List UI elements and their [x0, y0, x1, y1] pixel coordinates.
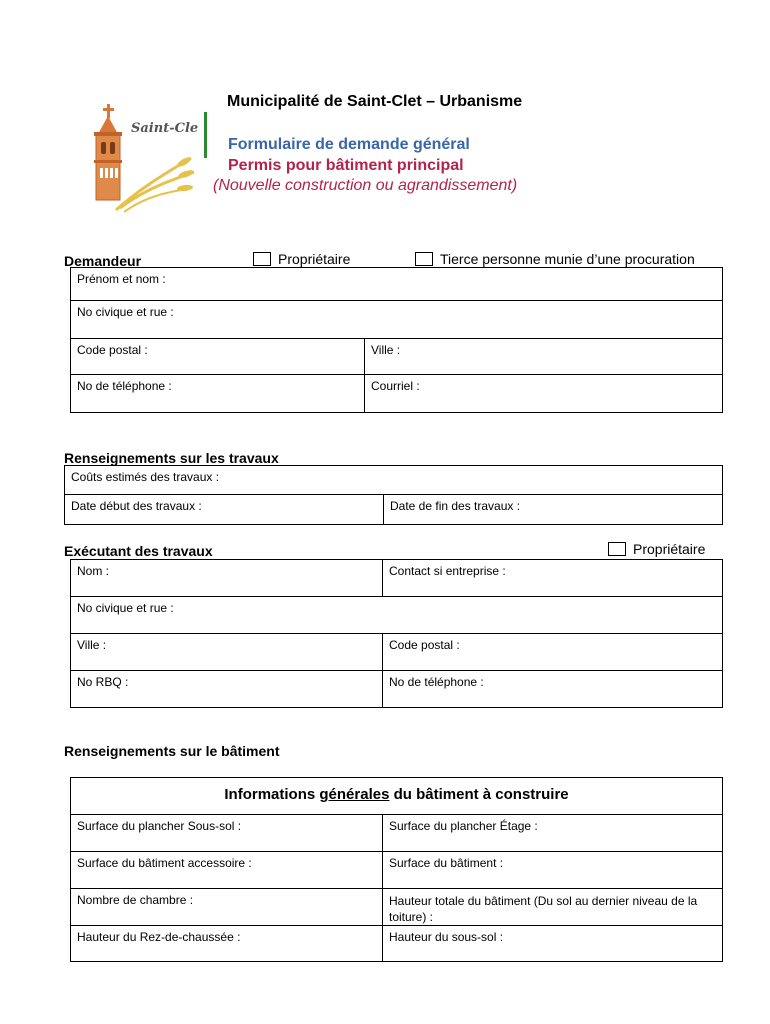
city-field[interactable]: Ville : [365, 339, 723, 375]
batiment-table-heading [71, 778, 723, 815]
executant-phone-field[interactable]: No de téléphone : [383, 671, 723, 708]
cost-field[interactable]: Coûts estimés des travaux : [65, 466, 723, 495]
heading-underlined: générales [319, 786, 390, 803]
heading-pre: Informations [224, 786, 320, 803]
basement-floor-field[interactable]: Surface du plancher Sous-sol : [71, 815, 383, 852]
municipality-logo [86, 98, 198, 214]
owner-checkbox[interactable] [253, 251, 350, 267]
heading-post: du bâtiment à construire [389, 786, 569, 803]
travaux-title: Renseignements sur les travaux [64, 450, 279, 466]
owner-checkbox-label: Propriétaire [278, 251, 351, 267]
email-field[interactable]: Courriel : [365, 375, 723, 413]
batiment-title: Renseignements sur le bâtiment [64, 743, 280, 759]
executant-postal-field[interactable]: Code postal : [383, 634, 723, 671]
ground-floor-height-field[interactable]: Hauteur du Rez-de-chaussée : [71, 926, 383, 962]
logo-text: Saint-Clet [131, 121, 198, 136]
address-field[interactable]: No civique et rue : [71, 301, 723, 339]
travaux-table [64, 465, 723, 525]
bedrooms-field[interactable]: Nombre de chambre : [71, 889, 383, 926]
checkbox-box[interactable] [608, 542, 626, 556]
batiment-table [70, 777, 723, 962]
upper-floor-field[interactable]: Surface du plancher Étage : [383, 815, 723, 852]
permit-subtitle: Permis pour bâtiment principal [228, 157, 464, 174]
form-subtitle: Formulaire de demande général [228, 136, 470, 153]
header-divider [204, 112, 207, 158]
end-date-field[interactable]: Date de fin des travaux : [384, 495, 723, 525]
checkbox-box[interactable] [253, 252, 271, 266]
rbq-field[interactable]: No RBQ : [71, 671, 383, 708]
phone-field[interactable]: No de téléphone : [71, 375, 365, 413]
name-field[interactable]: Prénom et nom : [71, 268, 723, 301]
executant-city-field[interactable]: Ville : [71, 634, 383, 671]
executant-name-field[interactable]: Nom : [71, 560, 383, 597]
checkbox-box[interactable] [415, 252, 433, 266]
accessory-area-field[interactable]: Surface du bâtiment accessoire : [71, 852, 383, 889]
demandeur-title: Demandeur [64, 253, 142, 269]
executant-table [70, 559, 723, 708]
total-height-field[interactable]: Hauteur totale du bâtiment (Du sol au dernier niveau de la toiture) : [383, 889, 723, 926]
basement-height-field[interactable]: Hauteur du sous-sol : [383, 926, 723, 962]
executant-title: Exécutant des travaux [64, 543, 213, 559]
postal-code-field[interactable]: Code postal : [71, 339, 365, 375]
church-tower-wheat-icon [86, 98, 198, 214]
contact-field[interactable]: Contact si entreprise : [383, 560, 723, 597]
proxy-checkbox-label: Tierce personne munie d’une procuration [440, 251, 695, 267]
start-date-field[interactable]: Date début des travaux : [65, 495, 384, 525]
executant-owner-label: Propriétaire [633, 541, 706, 557]
page-title: Municipalité de Saint-Clet – Urbanisme [227, 93, 523, 110]
proxy-checkbox[interactable] [415, 251, 695, 267]
demandeur-table [70, 267, 723, 413]
scope-subtitle: (Nouvelle construction ou agrandissement) [213, 177, 518, 194]
executant-owner-checkbox[interactable] [608, 541, 705, 557]
executant-address-field[interactable]: No civique et rue : [71, 597, 723, 634]
building-area-field[interactable]: Surface du bâtiment : [383, 852, 723, 889]
